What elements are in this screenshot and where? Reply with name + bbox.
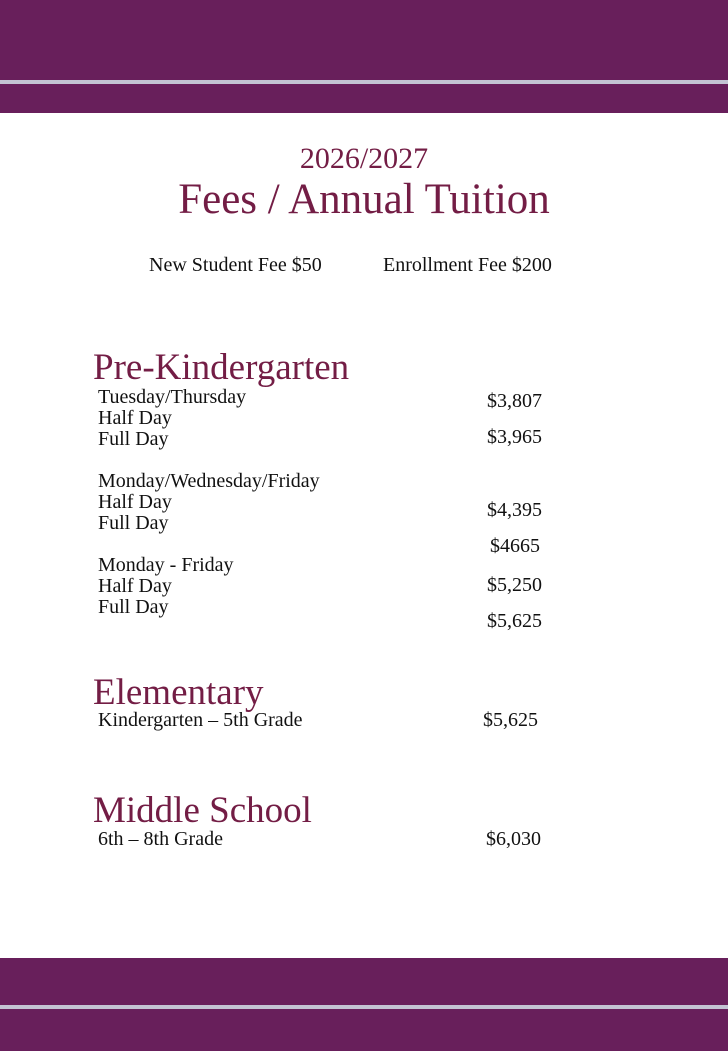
footer-band [0, 958, 728, 1051]
header-stripe [0, 80, 728, 84]
prek-price: $5,625 [487, 610, 542, 632]
prek-half-day: Half Day [98, 491, 172, 513]
section-title-elementary: Elementary [93, 672, 264, 713]
section-title-prek: Pre-Kindergarten [93, 347, 350, 388]
header-band [0, 0, 728, 113]
elementary-item: Kindergarten – 5th Grade [98, 709, 303, 731]
prek-price: $4665 [490, 535, 540, 557]
prek-half-day: Half Day [98, 407, 172, 429]
prek-full-day: Full Day [98, 428, 169, 450]
prek-full-day: Full Day [98, 512, 169, 534]
school-year: 2026/2027 [299, 142, 429, 175]
section-title-middle-school: Middle School [93, 790, 312, 831]
enrollment-fee: Enrollment Fee $200 [383, 254, 552, 276]
page-title: Fees / Annual Tuition [178, 176, 550, 223]
prek-price: $3,807 [487, 390, 542, 412]
new-student-fee: New Student Fee $50 [149, 254, 322, 276]
middle-school-price: $6,030 [486, 828, 541, 850]
elementary-price: $5,625 [483, 709, 538, 731]
prek-price: $4,395 [487, 499, 542, 521]
prek-full-day: Full Day [98, 596, 169, 618]
middle-school-item: 6th – 8th Grade [98, 828, 223, 850]
prek-half-day: Half Day [98, 575, 172, 597]
prek-group-label: Monday - Friday [98, 554, 234, 576]
prek-price: $3,965 [487, 426, 542, 448]
prek-group-label: Monday/Wednesday/Friday [98, 470, 320, 492]
prek-group-label: Tuesday/Thursday [98, 386, 247, 408]
prek-price: $5,250 [487, 574, 542, 596]
footer-stripe [0, 1005, 728, 1009]
